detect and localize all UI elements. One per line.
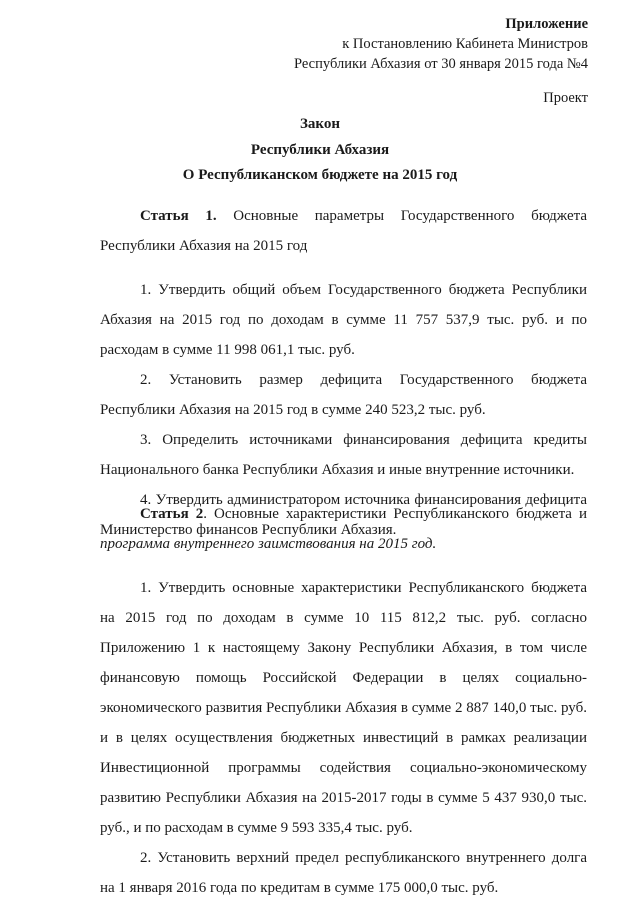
article-2-title: . Основные характеристики Республиканского бюджета и	[203, 506, 587, 522]
appendix-line-1: к Постановлению Кабинета Министров	[342, 36, 588, 52]
law-country: Республики Абхазия	[250, 142, 390, 158]
article-1-item-2: 2. Установить размер дефицита Государственного бюджета Республики Абхазия на 2015 год в сумме 240 523,2 тыс. руб.	[100, 372, 587, 418]
law-name: О Республиканском бюджете на 2015 год	[182, 167, 458, 183]
article-2-item-2: 2. Установить верхний предел республиканского внутреннего долга на 1 января 2016 года по кредитам в сумме 175 000,0 тыс. руб.	[100, 850, 587, 896]
article-2-label: Статья 2	[140, 506, 204, 522]
article-2-heading	[100, 499, 587, 559]
draft-label: Проект	[543, 90, 588, 106]
article-1-item-4: 4. Утвердить администратором источника финансирования дефицита Министерство финансов Республики Абхазия.	[100, 492, 587, 538]
article-1-item-1: 1. Утвердить общий объем Государственного бюджета Республики Абхазия на 2015 год по доходам в сумме 11 757 537,9 тыс. руб. и по расходам в сумме 11 998 061,1 тыс. руб.	[100, 282, 587, 358]
article-2-item-1: 1. Утвердить основные характеристики Республиканского бюджета на 2015 год по доходам в сумме 10 115 812,2 тыс. руб. согласно Приложению 1 к настоящему Закону Республики Абхазия, в том числе финансовую помощь Российской Федерации в целях социально-экономического развития Республики Абхазия в сумме 2 887 140,0 тыс. руб. и в целях осуществления бюджетных инвестиций в рамках реализации Инвестиционной программы содействия социально-экономическому развитию Республики Абхазия на 2015-2017 годы в сумме 5 437 930,0 тыс. руб., и по расходам в сумме 9 593 335,4 тыс. руб.	[100, 580, 587, 836]
appendix-line-2: Республики Абхазия от 30 января 2015 года №4	[294, 56, 588, 72]
article-1-heading	[100, 201, 587, 261]
law-word: Закон	[299, 116, 340, 132]
article-1-label: Статья 1.	[140, 208, 217, 224]
article-1-title: Основные параметры Государственного бюджета Республики Абхазия на 2015 год	[100, 208, 587, 254]
appendix-header	[294, 14, 588, 74]
appendix-title: Приложение	[505, 16, 588, 32]
article-2	[100, 499, 587, 903]
article-1	[100, 201, 587, 545]
article-1-item-3: 3. Определить источниками финансирования дефицита кредиты Национального банка Республики Абхазия и иные внутренние источники.	[100, 432, 587, 478]
article-2-handwritten-title: программа внутреннего заимствования на 2015 год.	[100, 536, 437, 552]
